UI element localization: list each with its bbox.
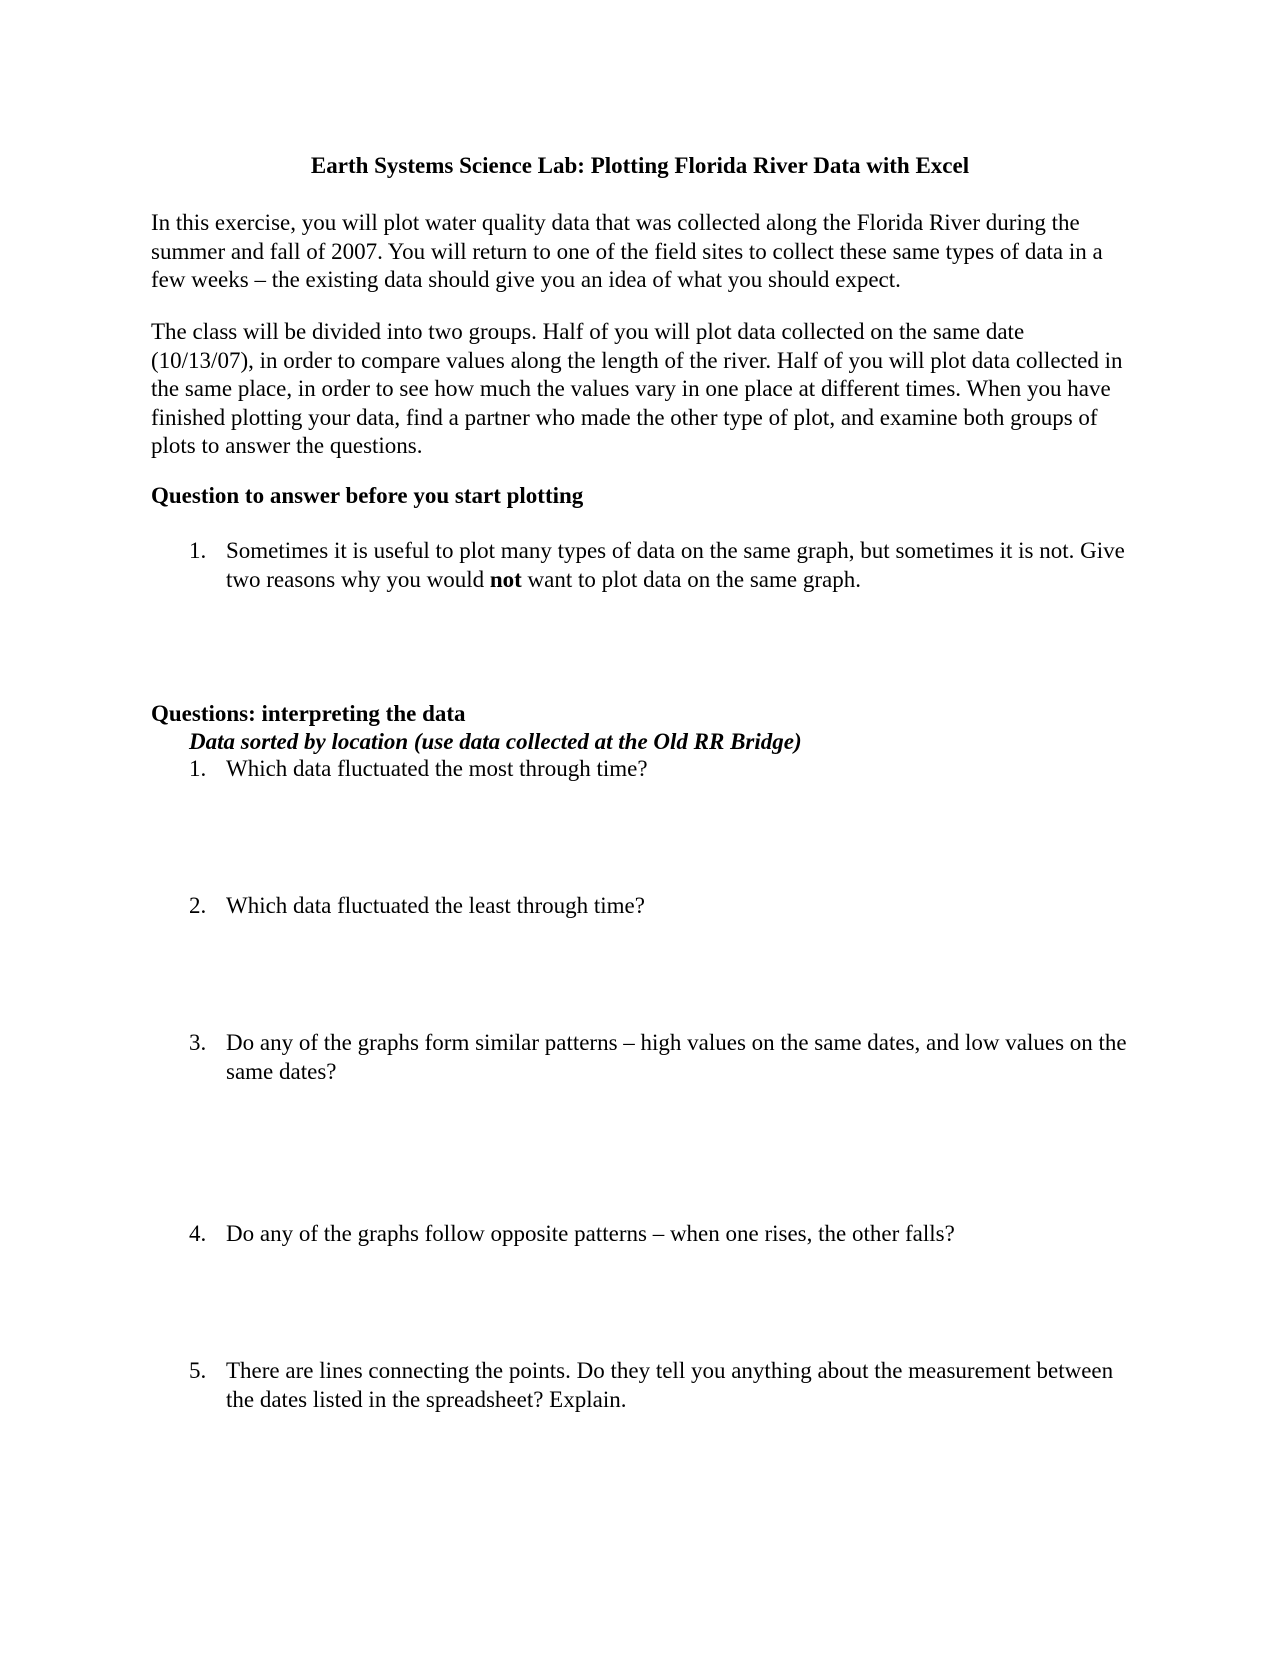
question-number: 3. bbox=[189, 1030, 207, 1055]
interpreting-question-5 bbox=[189, 1357, 1129, 1414]
question-text: There are lines connecting the points. Do they tell you anything about the measurement between the dates listed in the spreadsheet? Explain. bbox=[226, 1358, 1114, 1412]
intro-paragraph-1: In this exercise, you will plot water quality data that was collected along the Florida River during the summer and fall of 2007. You will return to one of the field sites to collect these same types of data in a few weeks – the existing data should give you an idea of what you should expect. bbox=[151, 210, 1103, 292]
question-text: Do any of the graphs follow opposite patterns – when one rises, the other falls? bbox=[226, 1221, 955, 1246]
interpreting-question-4 bbox=[189, 1220, 1129, 1249]
interpreting-question-2 bbox=[189, 892, 1129, 921]
question-number: 4. bbox=[189, 1221, 207, 1246]
question-text bbox=[226, 537, 1129, 594]
interpreting-subheading: Data sorted by location (use data collected at the Old RR Bridge) bbox=[189, 729, 802, 754]
question-text-after: want to plot data on the same graph. bbox=[521, 566, 861, 592]
intro-paragraph-2: The class will be divided into two groups. Half of you will plot data collected on the same date (10/13/07), in order to compare values along the length of the river. Half of you will plot data collected in the same place, in order to see how much the values vary in one place at different times. When you have finished plotting your data, find a partner who made the other type of plot, and examine both groups of plots to answer the questions. bbox=[151, 319, 1123, 458]
interpreting-heading: Questions: interpreting the data bbox=[151, 701, 466, 726]
question-number: 5. bbox=[189, 1358, 207, 1383]
before-plotting-heading: Question to answer before you start plotting bbox=[151, 483, 584, 508]
question-text: Do any of the graphs form similar patterns – high values on the same dates, and low values on the same dates? bbox=[226, 1030, 1127, 1084]
question-number: 2. bbox=[189, 893, 207, 918]
question-text: Which data fluctuated the least through time? bbox=[226, 893, 645, 918]
before-plotting-question-1 bbox=[189, 537, 1129, 594]
question-number: 1. bbox=[189, 538, 207, 563]
interpreting-question-1 bbox=[189, 755, 1129, 784]
question-text: Which data fluctuated the most through time? bbox=[226, 756, 648, 781]
document-title: Earth Systems Science Lab: Plotting Florida River Data with Excel bbox=[310, 153, 970, 178]
question-number: 1. bbox=[189, 756, 207, 781]
question-text-before: Sometimes it is useful to plot many types of data on the same graph, but sometimes it is not. Give two reasons why you would bbox=[226, 538, 1125, 592]
question-text-bold: not bbox=[489, 566, 522, 592]
interpreting-question-3 bbox=[189, 1029, 1129, 1086]
